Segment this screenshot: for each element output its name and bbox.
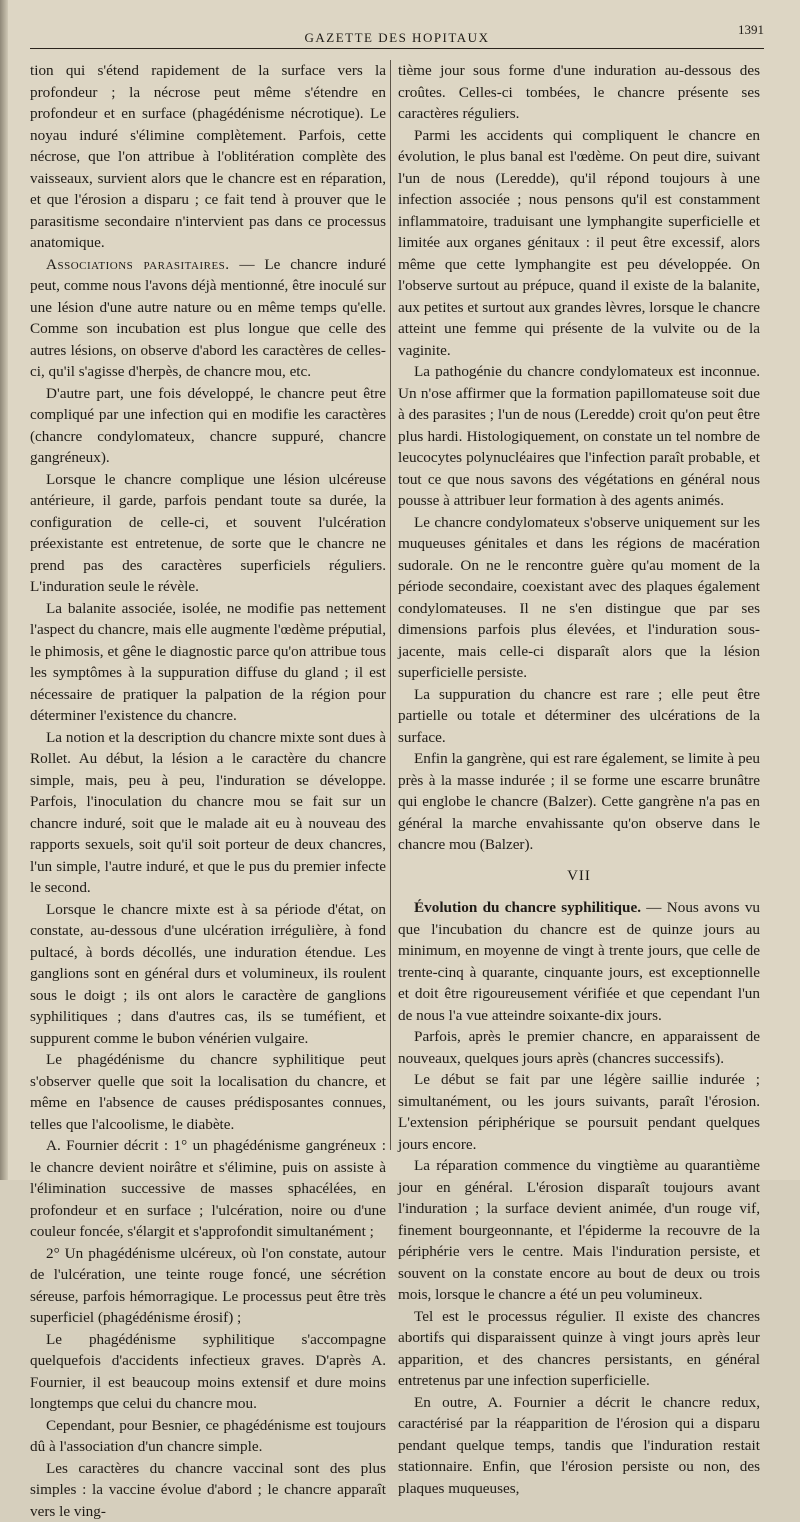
right-column-upper (398, 60, 760, 856)
paragraph-text: La notion et la description du chancre mixte sont dues à Rollet. Au début, la lésion a le caractère du chancre simple, mais, peu à peu, l'induration se développe. Parfois, l'inoculation du chancre mou se fait sur un chancre induré, soit que le malade ait eu à nouveau des rapports sexuels, soit qu'il soit porteur de deux chancres, l'un simple, l'autre induré, et que le pus du premier infecte le second. (30, 729, 386, 897)
paragraph-text: Les caractères du chancre vaccinal sont des plus simples : la vaccine évolue d'abord ; le chancre apparaît vers le ving- (30, 1460, 386, 1520)
paragraph (398, 361, 760, 512)
paragraph (30, 727, 386, 899)
paragraph (30, 1135, 386, 1243)
paragraph (30, 899, 386, 1050)
paragraph-text: D'autre part, une fois développé, le chancre peut être compliqué par une infection qui en modifie les caractères (chancre condylomateux, chancre suppuré, chancre gangréneux). (30, 385, 386, 467)
paragraph (30, 1329, 386, 1415)
running-title: GAZETTE DES HOPITAUX (30, 30, 764, 46)
page-header (30, 22, 764, 48)
paragraph (398, 512, 760, 684)
paragraph (398, 1026, 760, 1069)
paragraph-text: Tel est le processus régulier. Il existe des chancres abortifs qui disparaissent quinze à vingt jours après leur apparition, et des chancres persistants, en général entretenus par une infection superficielle. (398, 1308, 760, 1390)
paragraph-text: tion qui s'étend rapidement de la surface vers la profondeur ; la nécrose peut même s'étendre en profondeur et en surface (phagédénisme nécrotique). Le noyau induré s'élimine complètement. Parfois, cette nécrose, que l'on attribue à l'oblitération complète des vaisseaux, survient alors que le chancre est en réparation, et que l'érosion a disparu ; ce fait tend à prouver que le parasitisme secondaire n'intervient pas dans ce processus anatomique. (30, 62, 386, 251)
binding-edge (0, 0, 8, 1180)
header-rule (30, 48, 764, 49)
paragraph (398, 125, 760, 362)
paragraph-lead: Évolution du chancre syphilitique. (414, 899, 641, 916)
paragraph (30, 1458, 386, 1522)
left-column (30, 60, 386, 1522)
column-divider (390, 60, 391, 1150)
paragraph (30, 1243, 386, 1329)
paragraph-text: A. Fournier décrit : 1° un phagédénisme gangréneux : le chancre devient noirâtre et s'élimine, puis on assiste à l'élimination successive de masses sphacélées, en profondeur et en surface ; l'ulcération, noire ou d'une couleur foncée, s'élargit et s'approfondit simultanément ; (30, 1137, 386, 1240)
paragraph-text: Le chancre condylomateux s'observe uniquement sur les muqueuses génitales et dans les régions de macération sudorale. On ne le rencontre guère qu'au moment de la période secondaire, coexistant avec des plaques également condylomateuses. Il ne s'en distingue que par ses dimensions parfois plus élevées, et l'induration sous-jacente, mais celle-ci disparaît alors que la lésion superficielle persiste. (398, 514, 760, 682)
paragraph (398, 1069, 760, 1155)
paragraph (30, 598, 386, 727)
paragraph-text: La balanite associée, isolée, ne modifie pas nettement l'aspect du chancre, mais elle augmente l'œdème préputial, le phimosis, et gêne le diagnostic parce qu'on attribue tous les symptômes à la suppuration diffuse du gland ; il est nécessaire de pratiquer la palpation de la région pour déterminer l'existence du chancre. (30, 600, 386, 725)
paragraph-text: tième jour sous forme d'une induration au-dessous des croûtes. Celles-ci tombées, le chancre présente ses caractères réguliers. (398, 62, 760, 122)
right-column-lower (398, 897, 760, 1499)
paragraph-text: 2° Un phagédénisme ulcéreux, où l'on constate, autour de l'ulcération, une teinte rouge foncé, une sécrétion séreuse, parfois hémorragique. Le processus peut être très superficiel (phagédénisme érosif) ; (30, 1245, 386, 1327)
paragraph-text: Parmi les accidents qui compliquent le chancre en évolution, le plus banal est l'œdème. On peut dire, suivant l'un de nous (Leredde), qu'il répond toujours à une infection associée ; nous pensons qu'il est constamment inflammatoire, traduisant une lymphangite superficielle et limitée aux organes génitaux : il peut être excessif, alors même que cette lymphangite est peu développée. On l'observe surtout au prépuce, quand il existe de la balanite, aux petites et surtout aux grandes lèvres, lorsque le chancre atteint une femme qui présente de la vulvite ou de la vaginite. (398, 127, 760, 359)
paragraph (30, 60, 386, 254)
paragraph-text: — Nous avons vu que l'incubation du chancre est de quinze jours au minimum, en moyenne de vingt à trente jours, que celle de trente-cinq à quarante, cinquante jours, est exceptionnelle et doit être rigoureusement vérifiée et que cependant l'un de nous l'a vue atteindre soixante-dix jours. (398, 899, 760, 1024)
paragraph (398, 60, 760, 125)
paragraph-lead: Associations parasitaires. (46, 256, 230, 273)
paragraph (398, 897, 760, 1026)
paragraph (30, 383, 386, 469)
paragraph-text: La pathogénie du chancre condylomateux est inconnue. Un n'ose affirmer que la formation papillomateuse soit due à des parasites ; l'un de nous (Leredde) croit qu'on peut être plus hardi. Histologiquement, on constate un tel nombre de leucocytes polynucléaires que l'infection paraît probable, et tout ce que nous savons des végétations en général nous pousse à attribuer leur formation à des agents animés. (398, 363, 760, 509)
paragraph-text: Lorsque le chancre mixte est à sa période d'état, on constate, au-dessous d'une ulcération irrégulière, à fond pultacé, à bords décollés, une induration étendue. Les ganglions sont en général durs et volumineux, ils roulent sous le doigt ; ils ont alors le caractère de ganglions syphilitiques ; dans d'autres cas, ils se tuméfient, et suppurent comme le bubon vénérien vulgaire. (30, 901, 386, 1047)
paragraph (398, 1392, 760, 1500)
paragraph (30, 254, 386, 383)
paragraph (30, 469, 386, 598)
paragraph-text: La suppuration du chancre est rare ; elle peut être partielle ou totale et déterminer des ulcérations de la surface. (398, 686, 760, 746)
paragraph-text: — Le chancre induré peut, comme nous l'avons déjà mentionné, être inoculé sur une lésion d'une autre nature ou en même temps qu'elle. Comme son incubation est plus longue que celle des autres lésions, on observe d'abord les caractères de celles-ci, qu'il s'agisse d'herpès, de chancre mou, etc. (30, 256, 386, 381)
section-heading: VII (398, 866, 760, 888)
right-column (398, 60, 760, 1499)
paragraph (30, 1049, 386, 1135)
paragraph-text: Le phagédénisme syphilitique s'accompagne quelquefois d'accidents infectieux graves. D'après A. Fournier, il est beaucoup moins extensif et dure moins longtemps que celui du chancre mou. (30, 1331, 386, 1413)
paragraph-text: Lorsque le chancre complique une lésion ulcéreuse antérieure, il garde, parfois pendant toute sa durée, la configuration de celle-ci, et souvent l'ulcération préexistante est entretenue, de sorte que le chancre ne prend pas des caractères superficiels réguliers. L'induration seule le révèle. (30, 471, 386, 596)
paragraph-text: La réparation commence du vingtième au quarantième jour en général. L'érosion disparaît toujours avant l'induration ; la surface devient animée, d'un rouge vif, finement bourgeonnante, et l'épiderme la recouvre de la périphérie vers le centre. Mais l'induration persiste, et souvent on la constate encore au bout de deux ou trois mois, lorsque le chancre a été un peu volumineux. (398, 1157, 760, 1303)
paragraph (30, 1415, 386, 1458)
paragraph (398, 1306, 760, 1392)
paragraph-text: Enfin la gangrène, qui est rare également, se limite à peu près à la masse indurée ; il se forme une escarre brunâtre qui englobe le chancre (Balzer). Cette gangrène n'a pas en général la marche envahissante qu'on observe dans le chancre mou (Balzer). (398, 750, 760, 853)
paragraph-text: Parfois, après le premier chancre, en apparaissent de nouveaux, quelques jours après (chancres successifs). (398, 1028, 760, 1067)
paragraph-text: En outre, A. Fournier a décrit le chancre redux, caractérisé par la réapparition de l'érosion qui a disparu pendant quelque temps, tandis que l'induration restait stationnaire. Enfin, que l'érosion persiste ou non, des plaques muqueuses, (398, 1394, 760, 1497)
paragraph-text: Cependant, pour Besnier, ce phagédénisme est toujours dû à l'association d'un chancre simple. (30, 1417, 386, 1456)
paragraph-text: Le début se fait par une légère saillie indurée ; simultanément, ou les jours suivants, paraît l'érosion. L'extension périphérique se poursuit pendant quelques jours encore. (398, 1071, 760, 1153)
paragraph-text: Le phagédénisme du chancre syphilitique peut s'observer quelle que soit la localisation du chancre, et même en l'absence de causes prédisposantes connues, telles que l'alcoolisme, le diabète. (30, 1051, 386, 1133)
paragraph (398, 748, 760, 856)
paragraph (398, 1155, 760, 1306)
paragraph (398, 684, 760, 749)
page-number: 1391 (738, 22, 764, 38)
